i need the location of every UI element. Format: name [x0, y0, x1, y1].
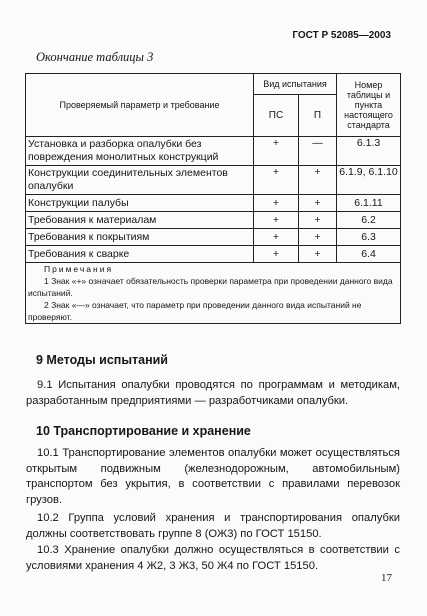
row-parameter: Требования к покрытиям — [26, 229, 254, 246]
row-p-mark: — — [299, 137, 337, 166]
row-ps-mark: + — [254, 166, 299, 195]
row-p-mark: + — [299, 195, 337, 212]
table-row — [26, 246, 401, 263]
row-p-mark: + — [299, 246, 337, 263]
header-p: П — [299, 95, 337, 137]
note-plus-sign: 1 Знак «+» означает обязательность проверки параметра при проведении данного вида испытаний. — [28, 276, 393, 298]
table-row — [26, 137, 401, 166]
section-10-heading: 10 Транспортирование и хранение — [36, 424, 251, 438]
header-test-kind: Вид испытания — [254, 74, 337, 95]
inspection-table — [25, 73, 401, 324]
row-clause: 6.3 — [337, 229, 401, 246]
row-ps-mark: + — [254, 137, 299, 166]
notes-title: Примечания — [44, 264, 114, 274]
section-9-heading: 9 Методы испытаний — [36, 353, 168, 367]
row-parameter: Требования к материалам — [26, 212, 254, 229]
row-p-mark: + — [299, 229, 337, 246]
paragraph-10-1: 10.1 Транспортирование элементов опалубки может осуществляться открытым подвижным (железнодорожным, автомобильным) транспортом без укрытия, в соответствии с правилами перевозок грузов. — [26, 447, 400, 506]
row-clause: 6.2 — [337, 212, 401, 229]
row-parameter: Установка и разборка опалубки без повреждения монолитных конструкций — [26, 137, 254, 166]
table-caption: Окончание таблицы 3 — [36, 50, 154, 64]
note-dash-sign: 2 Знак «—» означает, что параметр при проведении данного вида испытаний не проверяют. — [28, 300, 362, 322]
row-p-mark: + — [299, 212, 337, 229]
row-ps-mark: + — [254, 246, 299, 263]
table-row — [26, 166, 401, 195]
header-parameter: Проверяемый параметр и требование — [26, 74, 254, 137]
row-parameter: Конструкции соединительных элементов опалубки — [26, 166, 254, 195]
row-clause: 6.1.11 — [337, 195, 401, 212]
row-ps-mark: + — [254, 229, 299, 246]
paragraph-10-2: 10.2 Группа условий хранения и транспортирования опалубки должны соответствовать группе 8 (ОЖ3) по ГОСТ 15150. — [26, 512, 400, 540]
standard-code: ГОСТ Р 52085—2003 — [292, 30, 391, 41]
header-clause: Номер таблицы и пункта настоящего стандарта — [337, 74, 401, 137]
paragraph-10-3: 10.3 Хранение опалубки должно осуществляться в соответствии с условиями хранения 4 Ж2, 3 Ж3, 50 Ж4 по ГОСТ 15150. — [26, 544, 400, 572]
table-row — [26, 195, 401, 212]
paragraph-9-1: 9.1 Испытания опалубки проводятся по программам и методикам, разработанным предприятиями — разработчиками опалубки. — [26, 379, 400, 407]
row-clause: 6.1.3 — [337, 137, 401, 166]
row-parameter: Требования к сварке — [26, 246, 254, 263]
table-row — [26, 229, 401, 246]
table-notes — [26, 263, 401, 324]
header-ps: ПС — [254, 95, 299, 137]
row-parameter: Конструкции палубы — [26, 195, 254, 212]
row-ps-mark: + — [254, 195, 299, 212]
row-clause: 6.4 — [337, 246, 401, 263]
row-ps-mark: + — [254, 212, 299, 229]
page-number: 17 — [381, 572, 392, 584]
row-p-mark: + — [299, 166, 337, 195]
table-row — [26, 212, 401, 229]
row-clause: 6.1.9, 6.1.10 — [337, 166, 401, 195]
